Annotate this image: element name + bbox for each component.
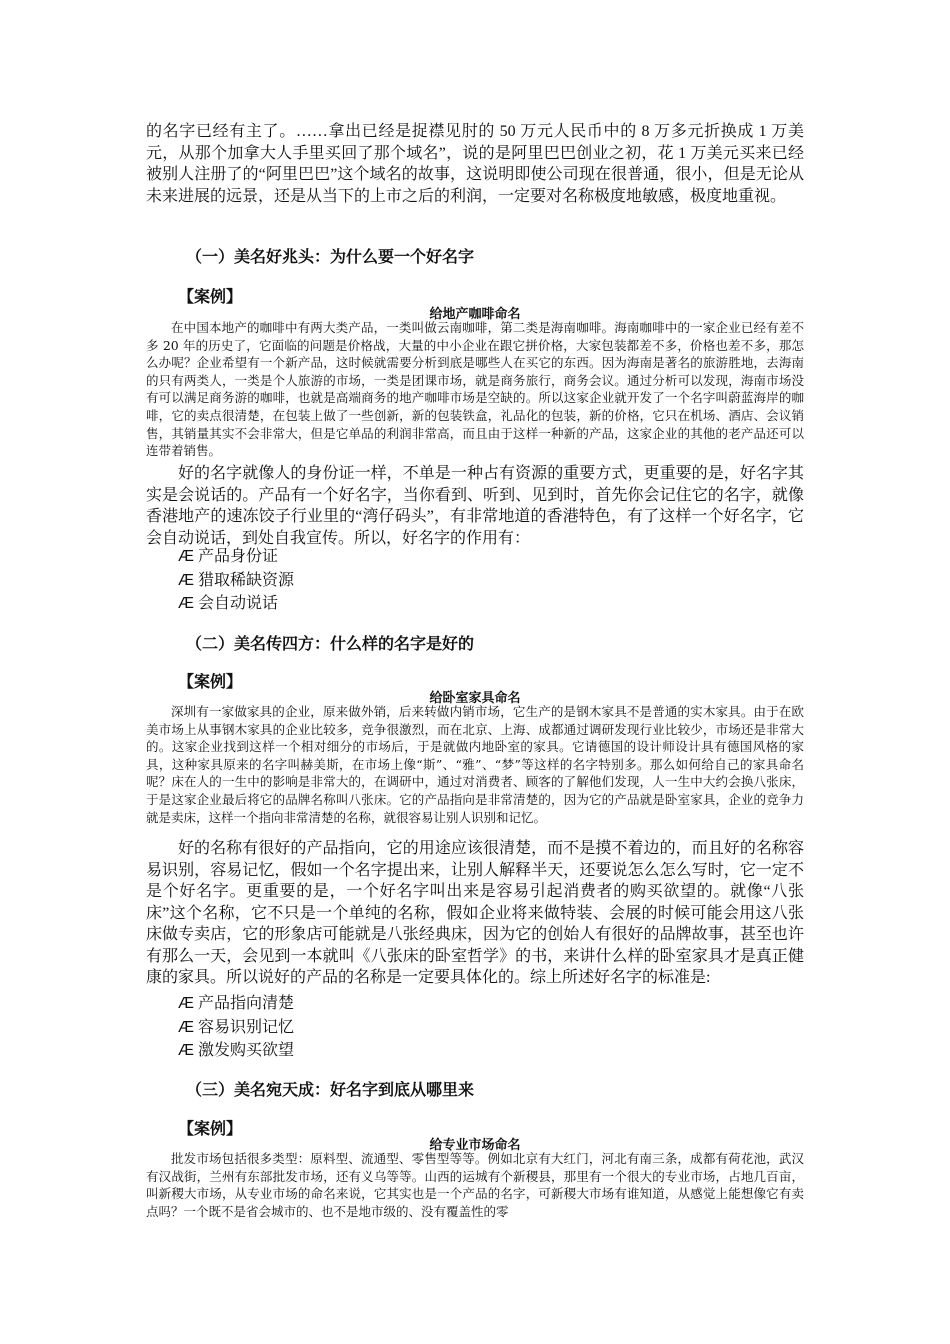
section-1-bullet-1: Æ 产品身份证 — [178, 548, 279, 565]
bullet-mark: Æ — [178, 995, 194, 1012]
section-2-case-title: 给卧室家具命名 — [429, 690, 521, 705]
section-3-case-title: 给专业市场命名 — [429, 1137, 521, 1152]
bullet-mark: Æ — [178, 572, 194, 589]
section-2-case-label: 【案例】 — [178, 674, 243, 691]
section-1-body: 好的名字就像人的身份证一样，不单是一种占有资源的重要方式，更重要的是，好名字其实是会说话的。产品有一个好名字，当你看到、听到、见到时，首先你会记住它的名字，就像香港地产的速冻饺子行业里的“湾仔码头”，有非常地道的香港特色，有了这样一个好名字，它会自动说话，到处自我宣传。所以，好名字的作用有： — [146, 465, 804, 547]
section-3-case-text: 批发市场包括很多类型：原料型、流通型、零售型等等。例如北京有大红门，河北有南三条，成都有荷花池，武汉有汉战街，兰州有东部批发市场，还有义乌等等。山西的运城有个新稷县，那里有一个很大的专业市场，占地几百亩，叫新稷大市场，从专业市场的命名来说，它其实也是一个产品的名字，可新稷大市场有谁知道，从感觉上能想像它有卖点吗？一个既不是省会城市的、也不是地市级的、没有覆盖性的零 — [146, 1151, 804, 1219]
bullet-mark: Æ — [178, 1042, 194, 1059]
section-2-bullet-1: Æ 产品指向清楚 — [178, 995, 295, 1012]
bullet-mark: Æ — [178, 595, 194, 612]
section-2-title: （二）美名传四方：什么样的名字是好的 — [186, 636, 475, 653]
section-3-title: （三）美名宛天成：好名字到底从哪里来 — [186, 1082, 475, 1099]
section-3-case-label: 【案例】 — [178, 1121, 243, 1138]
section-1-bullet-2: Æ 猎取稀缺资源 — [178, 572, 295, 589]
bullet-mark: Æ — [178, 548, 194, 565]
section-1-case-title: 给地产咖啡命名 — [429, 306, 521, 321]
section-1-case-text: 在中国本地产的咖啡中有两大类产品，一类叫做云南咖啡，第二类是海南咖啡。海南咖啡中的一家企业已经有差不多 20 年的历史了，它面临的问题是价格战，大量的中小企业在跟它拼价格，大家包装都差不多，价格也差不多，那怎么办呢？企业希望有一个新产品，这时候就需要分析到底是哪些人在买它的东西。因为海南是著名的旅游胜地，去海南的只有两类人，一类是个人旅游的市场，一类是团课市场，就是商务旅行，商务会议。通过分析可以发现，海南市场没有可以满足商务游的咖啡，也就是高端商务的地产咖啡市场是空缺的。所以这家企业就开发了一个名字叫蔚蓝海岸的咖啡，它的卖点很清楚，在包装上做了一些创新，新的包装铁盒，礼品化的包装，新的价格，它只在机场、酒店、会议销售，其销量其实不会非常大，但是它单品的利润非常高，而且由于这样一种新的产品，这家企业的其他的老产品还可以连带着销售。 — [146, 320, 804, 459]
bullet-mark: Æ — [178, 1019, 194, 1036]
section-2-case-text: 深圳有一家做家具的企业，原来做外销，后来转做内销市场，它生产的是钢木家具不是普通的实木家具。由于在欧美市场上从事钢木家具的企业比较多，竞争很激烈，而在北京、上海、成都通过调研发现行业比较少，市场还是非常大的。这家企业找到这样一个相对细分的市场后，于是就做内地卧室的家具。它请德国的设计师设计具有德国风格的家具，这种家具原来的名字叫赫美斯，在市场上像“斯”、“雅”、“梦”等这样的名字特别多。那么如何给自己的家具命名呢？床在人的一生中的影响是非常大的，在调研中，通过对消费者、顾客的了解他们发现，人一生中大约会换八张床，于是这家企业最后将它的品牌名称叫八张床。它的产品指向是非常清楚的，因为它的产品就是卧室家具，企业的竞争力就是卖床，这样一个指向非常清楚的名称，就很容易让别人识别和记忆。 — [146, 704, 804, 825]
intro-paragraph: 的名字已经有主了。……拿出已经是捉襟见肘的 50 万元人民币中的 8 万多元折换成 1 万美元，从那个加拿大人手里买回了那个域名”，说的是阿里巴巴创业之初，花 1 万美元买来已经被别人注册了的“阿里巴巴”这个域名的故事，这说明即使公司现在很普通，很小，但是无论从未来进展的远景，还是从当下的上市之后的利润，一定要对名称极度地敏感，极度地重视。 — [146, 123, 804, 205]
section-2-bullet-2: Æ 容易识别记忆 — [178, 1019, 295, 1036]
section-2-bullet-3: Æ 激发购买欲望 — [178, 1042, 295, 1059]
section-2-body: 好的名称有很好的产品指向，它的用途应该很清楚，而不是摸不着边的，而且好的名称容易识别，容易记忆，假如一个名字提出来，让别人解释半天，还要说怎么怎么写时，它一定不是个好名字。更重要的是，一个好名字叫出来是容易引起消费者的购买欲望的。就像“八张床”这个名称，它不只是一个单纯的名称，假如企业将来做特装、会展的时候可能会用这八张床做专卖店，它的形象店可能就是八张经典床，因为它的创始人有很好的品牌故事，甚至也许有那么一天，会见到一本就叫《八张床的卧室哲学》的书，来讲什么样的卧室家具才是真正健康的家具。所以说好的产品的名称是一定要具体化的。综上所述好名字的标准是: — [146, 840, 804, 986]
section-1-bullet-3: Æ 会自动说话 — [178, 595, 279, 612]
section-1-title: （一）美名好兆头：为什么要一个好名字 — [186, 249, 475, 266]
section-1-case-label: 【案例】 — [178, 289, 243, 306]
